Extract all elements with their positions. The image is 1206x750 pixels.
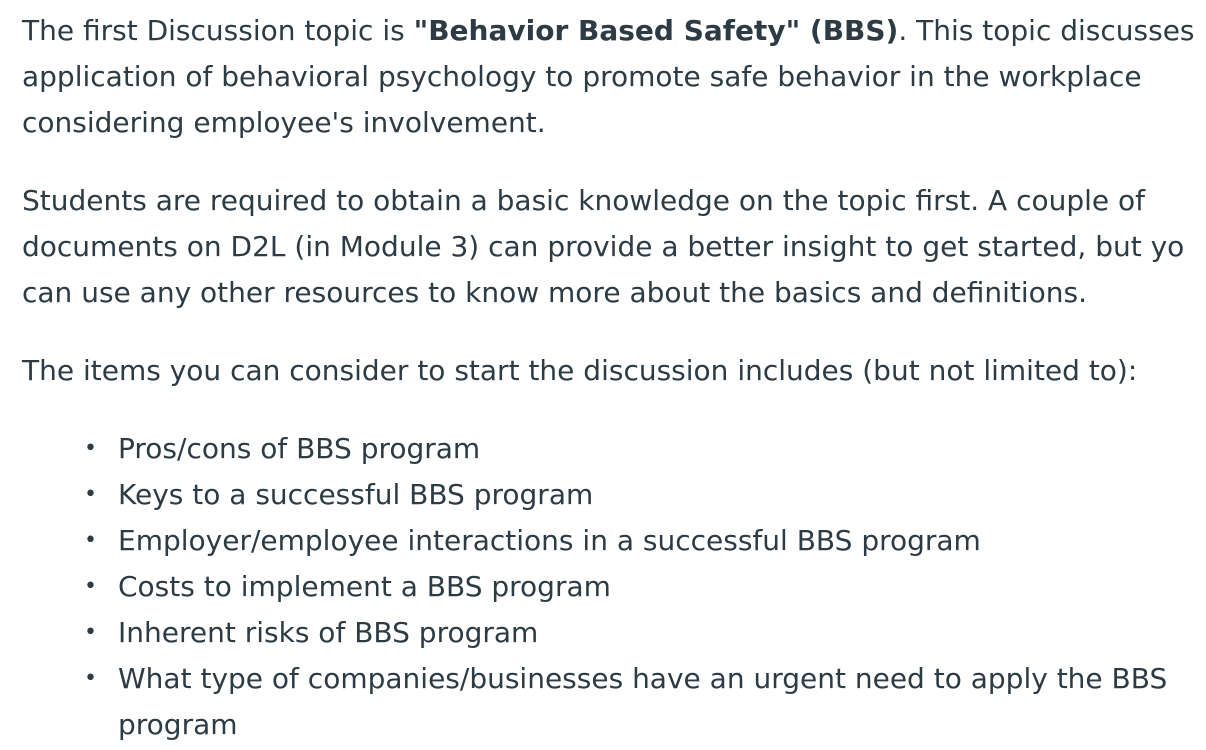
list-item bbox=[84, 426, 1206, 472]
requirements-paragraph bbox=[22, 178, 1206, 316]
intro-line-2: application of behavioral psychology to promote safe behavior in the workplace bbox=[22, 60, 1142, 93]
bullet-icon: • bbox=[84, 482, 97, 507]
requirements-line-2: documents on D2L (in Module 3) can provide a better insight to get started, but yo bbox=[22, 230, 1185, 263]
intro-prefix: The first Discussion topic is bbox=[22, 14, 414, 47]
items-intro-paragraph: The items you can consider to start the discussion includes (but not limited to): bbox=[22, 354, 1138, 387]
discussion-items-list bbox=[22, 426, 1206, 748]
list-item bbox=[84, 656, 1206, 748]
requirements-line-3: can use any other resources to know more about the basics and definitions. bbox=[22, 276, 1088, 309]
bullet-icon: • bbox=[84, 436, 97, 461]
list-item bbox=[84, 472, 1206, 518]
list-item-text-line-2: program bbox=[118, 708, 238, 741]
list-item bbox=[84, 564, 1206, 610]
list-item bbox=[84, 518, 1206, 564]
intro-line-1 bbox=[22, 8, 1206, 54]
topic-title-bold: "Behavior Based Safety" (BBS) bbox=[413, 14, 899, 47]
bullet-icon: • bbox=[84, 620, 97, 645]
list-item-text: Pros/cons of BBS program bbox=[118, 432, 481, 465]
list-item-text: Employer/employee interactions in a successful BBS program bbox=[118, 524, 981, 557]
bullet-icon: • bbox=[84, 528, 97, 553]
list-item-text-line-1: What type of companies/businesses have an urgent need to apply the BBS bbox=[118, 662, 1168, 695]
list-item-text: Inherent risks of BBS program bbox=[118, 616, 539, 649]
intro-paragraph bbox=[22, 8, 1206, 146]
requirements-line-1: Students are required to obtain a basic knowledge on the topic first. A couple of bbox=[22, 184, 1146, 217]
list-item-text: Costs to implement a BBS program bbox=[118, 570, 611, 603]
intro-line-3: considering employee's involvement. bbox=[22, 106, 546, 139]
bullet-icon: • bbox=[84, 666, 97, 691]
bullet-icon: • bbox=[84, 574, 97, 599]
list-item-text: Keys to a successful BBS program bbox=[118, 478, 594, 511]
list-item bbox=[84, 610, 1206, 656]
intro-suffix: . This topic discusses bbox=[898, 14, 1195, 47]
